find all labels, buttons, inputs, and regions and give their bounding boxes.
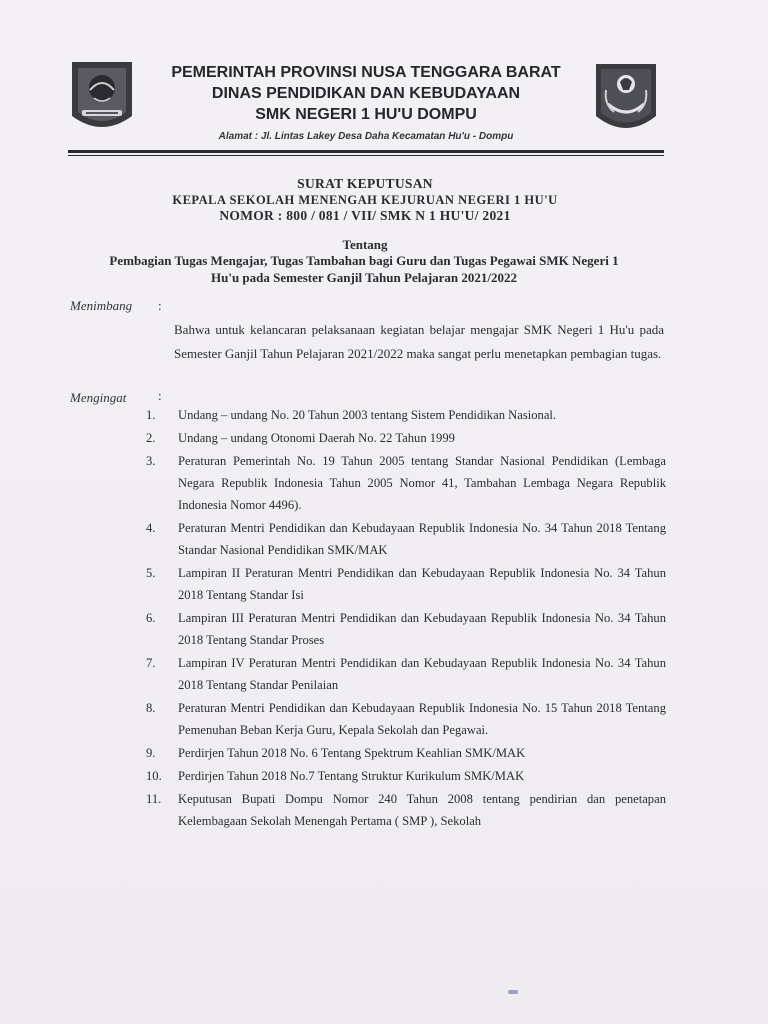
- list-item: [146, 652, 666, 696]
- decree-title-line2: KEPALA SEKOLAH MENENGAH KEJURUAN NEGERI 1 HU'U: [172, 193, 558, 207]
- list-item: [146, 427, 666, 449]
- menimbang-colon: :: [158, 298, 162, 313]
- list-item-number: 8.: [146, 701, 156, 715]
- list-item-text: Perdirjen Tahun 2018 No. 6 Tentang Spektrum Keahlian SMK/MAK: [178, 746, 526, 760]
- list-item: [146, 788, 666, 832]
- letterhead: [64, 54, 664, 152]
- list-item-number: 6.: [146, 611, 156, 625]
- list-item-number: 1.: [146, 408, 156, 422]
- letterhead-text: [148, 62, 584, 142]
- decree-subject-line1: Pembagian Tugas Mengajar, Tugas Tambahan bagi Guru dan Tugas Pegawai SMK Negeri 1: [109, 253, 619, 268]
- list-item-number: 5.: [146, 566, 156, 580]
- list-item-text: Lampiran IV Peraturan Mentri Pendidikan dan Kebudayaan Republik Indonesia No. 34 Tahun 2018 Tentang Standar Penilaian: [178, 656, 666, 692]
- list-item-number: 7.: [146, 656, 156, 670]
- letterhead-address: Alamat : Jl. Lintas Lakey Desa Daha Kecamatan Hu'u - Dompu: [218, 131, 514, 142]
- letterhead-province: PEMERINTAH PROVINSI NUSA TENGGARA BARAT: [171, 64, 561, 81]
- decree-subject-line2: Hu'u pada Semester Ganjil Tahun Pelajaran 2021/2022: [210, 270, 518, 285]
- regency-emblem-icon: [68, 58, 136, 138]
- list-item-text: Peraturan Pemerintah No. 19 Tahun 2005 tentang Standar Nasional Pendidikan (Lembaga Negara Republik Indonesia Tahun 2005 Nomor 41, Tambahan Lembaga Negara Republik Indonesia Nomor 4496).: [178, 454, 666, 512]
- list-item-number: 2.: [146, 431, 156, 445]
- list-item-text: Perdirjen Tahun 2018 No.7 Tentang Struktur Kurikulum SMK/MAK: [178, 769, 525, 783]
- decree-title: [100, 176, 630, 224]
- list-item: [146, 562, 666, 606]
- list-item-text: Peraturan Mentri Pendidikan dan Kebudayaan Republik Indonesia No. 34 Tahun 2018 Tentang Standar Nasional Pendidikan SMK/MAK: [178, 521, 666, 557]
- menimbang-text: Bahwa untuk kelancaran pelaksanaan kegiatan belajar mengajar SMK Negeri 1 Hu'u pada Semester Ganjil Tahun Pelajaran 2021/2022 maka sangat perlu menetapkan pembagian tugas.: [174, 322, 664, 361]
- list-item-number: 10.: [146, 769, 162, 783]
- list-item-text: Lampiran II Peraturan Mentri Pendidikan dan Kebudayaan Republik Indonesia No. 34 Tahun 2018 Tentang Standar Isi: [178, 566, 666, 602]
- letterhead-department: DINAS PENDIDIKAN DAN KEBUDAYAAN: [211, 85, 521, 102]
- letterhead-rule-thin: [68, 155, 664, 156]
- list-item-number: 4.: [146, 521, 156, 535]
- list-item-text: Lampiran III Peraturan Mentri Pendidikan dan Kebudayaan Republik Indonesia No. 34 Tahun 2018 Tentang Standar Proses: [178, 611, 666, 647]
- list-item-text: Undang – undang Otonomi Daerah No. 22 Tahun 1999: [178, 431, 455, 445]
- tentang-label: Tentang: [342, 237, 388, 252]
- list-item: [146, 517, 666, 561]
- list-item-text: Peraturan Mentri Pendidikan dan Kebudayaan Republik Indonesia No. 15 Tahun 2018 Tentang Pemenuhan Beban Kerja Guru, Kepala Sekolah dan Pegawai.: [178, 701, 666, 737]
- school-emblem-icon: [592, 60, 660, 140]
- mengingat-colon: :: [158, 388, 162, 403]
- list-item: [146, 765, 666, 787]
- list-item: [146, 450, 666, 516]
- decree-subject: [64, 252, 664, 286]
- decree-title-line1: SURAT KEPUTUSAN: [297, 176, 433, 191]
- list-item-number: 11.: [146, 792, 162, 806]
- list-item: [146, 607, 666, 651]
- scan-artifact: [508, 990, 518, 994]
- list-item-text: Undang – undang No. 20 Tahun 2003 tentang Sistem Pendidikan Nasional.: [178, 408, 557, 422]
- list-item-number: 3.: [146, 454, 156, 468]
- menimbang-label: Menimbang: [70, 298, 133, 313]
- list-item: [146, 742, 666, 764]
- list-item: [146, 404, 666, 426]
- list-item-number: 9.: [146, 746, 156, 760]
- list-item: [146, 697, 666, 741]
- letterhead-school: SMK NEGERI 1 HU'U DOMPU: [255, 106, 477, 123]
- mengingat-list: [146, 404, 666, 833]
- mengingat-label: Mengingat: [70, 390, 127, 405]
- letterhead-rule-thick: [68, 150, 664, 153]
- list-item-text: Keputusan Bupati Dompu Nomor 240 Tahun 2008 tentang pendirian dan penetapan Kelembagaan Sekolah Menengah Pertama ( SMP ), Sekolah: [178, 792, 666, 828]
- decree-number: NOMOR : 800 / 081 / VII/ SMK N 1 HU'U/ 2021: [219, 208, 511, 223]
